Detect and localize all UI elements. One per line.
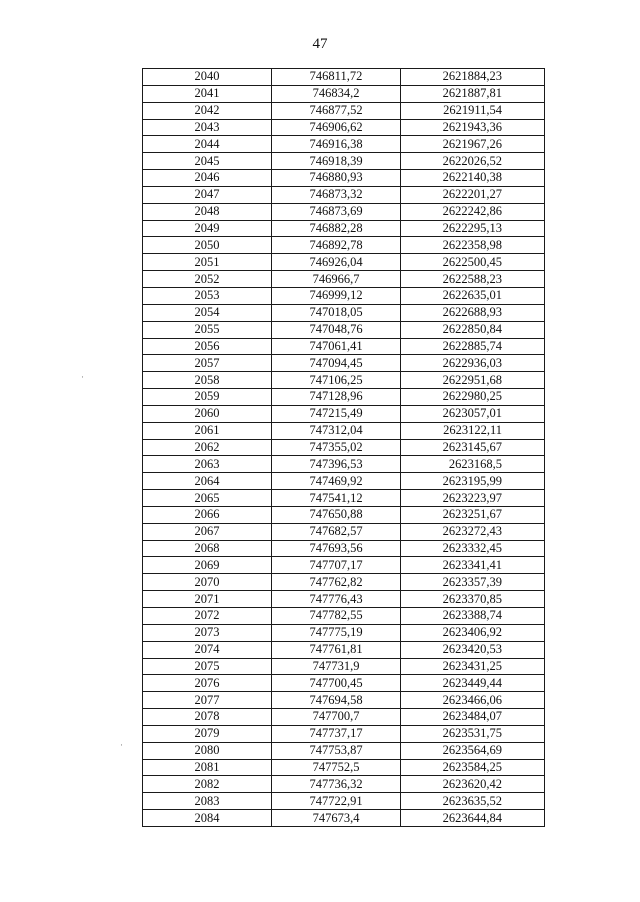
- table-row: [143, 675, 545, 692]
- x-coordinate-cell: 747722,91: [272, 793, 401, 810]
- table-row: [143, 422, 545, 439]
- table-row: [143, 304, 545, 321]
- point-number-cell: 2055: [143, 321, 272, 338]
- x-coordinate-cell: 747776,43: [272, 591, 401, 608]
- table-row: [143, 506, 545, 523]
- x-coordinate-cell: 746966,7: [272, 271, 401, 288]
- x-coordinate-cell: 746873,69: [272, 203, 401, 220]
- point-number-cell: 2067: [143, 523, 272, 540]
- table-row: [143, 102, 545, 119]
- y-coordinate-cell: 2623449,44: [401, 675, 545, 692]
- table-row: [143, 170, 545, 187]
- y-coordinate-cell: 2623388,74: [401, 608, 545, 625]
- y-coordinate-cell: 2622936,03: [401, 355, 545, 372]
- point-number-cell: 2049: [143, 220, 272, 237]
- y-coordinate-cell: 2622295,13: [401, 220, 545, 237]
- x-coordinate-cell: 746882,28: [272, 220, 401, 237]
- x-coordinate-cell: 746811,72: [272, 69, 401, 86]
- x-coordinate-cell: 747782,55: [272, 608, 401, 625]
- point-number-cell: 2081: [143, 759, 272, 776]
- y-coordinate-cell: 2623406,92: [401, 624, 545, 641]
- table-row: [143, 372, 545, 389]
- x-coordinate-cell: 747215,49: [272, 405, 401, 422]
- x-coordinate-cell: 747312,04: [272, 422, 401, 439]
- point-number-cell: 2072: [143, 608, 272, 625]
- table-row: [143, 405, 545, 422]
- table-row: [143, 85, 545, 102]
- x-coordinate-cell: 747355,02: [272, 439, 401, 456]
- table-row: [143, 742, 545, 759]
- x-coordinate-cell: 746892,78: [272, 237, 401, 254]
- point-number-cell: 2076: [143, 675, 272, 692]
- x-coordinate-cell: 747762,82: [272, 574, 401, 591]
- table-row: [143, 287, 545, 304]
- point-number-cell: 2056: [143, 338, 272, 355]
- point-number-cell: 2064: [143, 473, 272, 490]
- point-number-cell: 2042: [143, 102, 272, 119]
- table-row: [143, 355, 545, 372]
- y-coordinate-cell: 2622980,25: [401, 389, 545, 406]
- x-coordinate-cell: 747048,76: [272, 321, 401, 338]
- x-coordinate-cell: 747694,58: [272, 692, 401, 709]
- table-row: [143, 153, 545, 170]
- point-number-cell: 2083: [143, 793, 272, 810]
- x-coordinate-cell: 747106,25: [272, 372, 401, 389]
- point-number-cell: 2062: [143, 439, 272, 456]
- x-coordinate-cell: 747682,57: [272, 523, 401, 540]
- point-number-cell: 2054: [143, 304, 272, 321]
- table-row: [143, 810, 545, 827]
- point-number-cell: 2077: [143, 692, 272, 709]
- point-number-cell: 2053: [143, 287, 272, 304]
- point-number-cell: 2071: [143, 591, 272, 608]
- y-coordinate-cell: 2621967,26: [401, 136, 545, 153]
- y-coordinate-cell: 2621943,36: [401, 119, 545, 136]
- point-number-cell: 2058: [143, 372, 272, 389]
- y-coordinate-cell: 2622026,52: [401, 153, 545, 170]
- point-number-cell: 2061: [143, 422, 272, 439]
- table-row: [143, 237, 545, 254]
- table-row: [143, 203, 545, 220]
- x-coordinate-cell: 747693,56: [272, 540, 401, 557]
- point-number-cell: 2051: [143, 254, 272, 271]
- scan-speck: ·: [120, 740, 123, 750]
- y-coordinate-cell: 2623431,25: [401, 658, 545, 675]
- y-coordinate-cell: 2622850,84: [401, 321, 545, 338]
- point-number-cell: 2060: [143, 405, 272, 422]
- x-coordinate-cell: 746834,2: [272, 85, 401, 102]
- y-coordinate-cell: 2622140,38: [401, 170, 545, 187]
- y-coordinate-cell: 2621887,81: [401, 85, 545, 102]
- table-row: [143, 119, 545, 136]
- table-row: [143, 186, 545, 203]
- x-coordinate-cell: 746999,12: [272, 287, 401, 304]
- y-coordinate-cell: 2623564,69: [401, 742, 545, 759]
- point-number-cell: 2069: [143, 557, 272, 574]
- x-coordinate-cell: 747731,9: [272, 658, 401, 675]
- point-number-cell: 2057: [143, 355, 272, 372]
- x-coordinate-cell: 747061,41: [272, 338, 401, 355]
- y-coordinate-cell: 2622588,23: [401, 271, 545, 288]
- x-coordinate-cell: 747396,53: [272, 456, 401, 473]
- table-row: [143, 321, 545, 338]
- table-row: [143, 641, 545, 658]
- y-coordinate-cell: 2623341,41: [401, 557, 545, 574]
- table-row: [143, 490, 545, 507]
- y-coordinate-cell: 2622358,98: [401, 237, 545, 254]
- table-row: [143, 658, 545, 675]
- x-coordinate-cell: 747707,17: [272, 557, 401, 574]
- point-number-cell: 2043: [143, 119, 272, 136]
- y-coordinate-cell: 2623145,67: [401, 439, 545, 456]
- table-row: [143, 136, 545, 153]
- y-coordinate-cell: 2623584,25: [401, 759, 545, 776]
- x-coordinate-cell: 747018,05: [272, 304, 401, 321]
- scan-speck: ·: [81, 372, 84, 382]
- point-number-cell: 2082: [143, 776, 272, 793]
- table-row: [143, 591, 545, 608]
- point-number-cell: 2070: [143, 574, 272, 591]
- x-coordinate-cell: 747700,7: [272, 709, 401, 726]
- y-coordinate-cell: 2623251,67: [401, 506, 545, 523]
- y-coordinate-cell: 2623272,43: [401, 523, 545, 540]
- point-number-cell: 2075: [143, 658, 272, 675]
- point-number-cell: 2050: [143, 237, 272, 254]
- table-row: [143, 220, 545, 237]
- y-coordinate-cell: 2622635,01: [401, 287, 545, 304]
- x-coordinate-cell: 747700,45: [272, 675, 401, 692]
- y-coordinate-cell: 2622201,27: [401, 186, 545, 203]
- x-coordinate-cell: 746926,04: [272, 254, 401, 271]
- table-row: [143, 456, 545, 473]
- table-row: [143, 439, 545, 456]
- y-coordinate-cell: 2623620,42: [401, 776, 545, 793]
- point-number-cell: 2084: [143, 810, 272, 827]
- y-coordinate-cell: 2621911,54: [401, 102, 545, 119]
- y-coordinate-cell: 2623466,06: [401, 692, 545, 709]
- point-number-cell: 2066: [143, 506, 272, 523]
- x-coordinate-cell: 746916,38: [272, 136, 401, 153]
- point-number-cell: 2044: [143, 136, 272, 153]
- y-coordinate-cell: 2623484,07: [401, 709, 545, 726]
- y-coordinate-cell: 2623332,45: [401, 540, 545, 557]
- y-coordinate-cell: 2623122,11: [401, 422, 545, 439]
- point-number-cell: 2059: [143, 389, 272, 406]
- x-coordinate-cell: 747753,87: [272, 742, 401, 759]
- y-coordinate-cell: 2622951,68: [401, 372, 545, 389]
- point-number-cell: 2073: [143, 624, 272, 641]
- point-number-cell: 2046: [143, 170, 272, 187]
- x-coordinate-cell: 746877,52: [272, 102, 401, 119]
- x-coordinate-cell: 747128,96: [272, 389, 401, 406]
- y-coordinate-cell: 2623531,75: [401, 725, 545, 742]
- table-row: [143, 389, 545, 406]
- table-row: [143, 759, 545, 776]
- y-coordinate-cell: 2623420,53: [401, 641, 545, 658]
- table-row: [143, 709, 545, 726]
- point-number-cell: 2052: [143, 271, 272, 288]
- point-number-cell: 2047: [143, 186, 272, 203]
- x-coordinate-cell: 747650,88: [272, 506, 401, 523]
- y-coordinate-cell: 2623057,01: [401, 405, 545, 422]
- table-row: [143, 725, 545, 742]
- table-row: [143, 557, 545, 574]
- table-row: [143, 271, 545, 288]
- table-row: [143, 69, 545, 86]
- table-row: [143, 624, 545, 641]
- x-coordinate-cell: 746906,62: [272, 119, 401, 136]
- y-coordinate-cell: 2623357,39: [401, 574, 545, 591]
- y-coordinate-cell: 2622688,93: [401, 304, 545, 321]
- table-row: [143, 338, 545, 355]
- table-row: [143, 776, 545, 793]
- point-number-cell: 2041: [143, 85, 272, 102]
- x-coordinate-cell: 747094,45: [272, 355, 401, 372]
- point-number-cell: 2045: [143, 153, 272, 170]
- y-coordinate-cell: 2622500,45: [401, 254, 545, 271]
- table-row: [143, 523, 545, 540]
- point-number-cell: 2080: [143, 742, 272, 759]
- point-number-cell: 2079: [143, 725, 272, 742]
- y-coordinate-cell: 2623168,5: [401, 456, 545, 473]
- table-row: [143, 608, 545, 625]
- y-coordinate-cell: 2623195,99: [401, 473, 545, 490]
- y-coordinate-cell: 2622885,74: [401, 338, 545, 355]
- point-number-cell: 2040: [143, 69, 272, 86]
- point-number-cell: 2065: [143, 490, 272, 507]
- x-coordinate-cell: 747761,81: [272, 641, 401, 658]
- table-row: [143, 473, 545, 490]
- x-coordinate-cell: 747469,92: [272, 473, 401, 490]
- point-number-cell: 2048: [143, 203, 272, 220]
- y-coordinate-cell: 2622242,86: [401, 203, 545, 220]
- x-coordinate-cell: 747752,5: [272, 759, 401, 776]
- x-coordinate-cell: 747737,17: [272, 725, 401, 742]
- table-row: [143, 692, 545, 709]
- page-number: 47: [312, 36, 328, 52]
- y-coordinate-cell: 2621884,23: [401, 69, 545, 86]
- table-body: [143, 69, 545, 827]
- x-coordinate-cell: 747673,4: [272, 810, 401, 827]
- point-number-cell: 2074: [143, 641, 272, 658]
- x-coordinate-cell: 746880,93: [272, 170, 401, 187]
- table-row: [143, 254, 545, 271]
- point-number-cell: 2063: [143, 456, 272, 473]
- y-coordinate-cell: 2623635,52: [401, 793, 545, 810]
- x-coordinate-cell: 747775,19: [272, 624, 401, 641]
- x-coordinate-cell: 746873,32: [272, 186, 401, 203]
- table-row: [143, 793, 545, 810]
- x-coordinate-cell: 747541,12: [272, 490, 401, 507]
- coordinates-table: [142, 68, 545, 827]
- y-coordinate-cell: 2623644,84: [401, 810, 545, 827]
- x-coordinate-cell: 746918,39: [272, 153, 401, 170]
- table-row: [143, 540, 545, 557]
- table-row: [143, 574, 545, 591]
- y-coordinate-cell: 2623223,97: [401, 490, 545, 507]
- point-number-cell: 2078: [143, 709, 272, 726]
- x-coordinate-cell: 747736,32: [272, 776, 401, 793]
- point-number-cell: 2068: [143, 540, 272, 557]
- y-coordinate-cell: 2623370,85: [401, 591, 545, 608]
